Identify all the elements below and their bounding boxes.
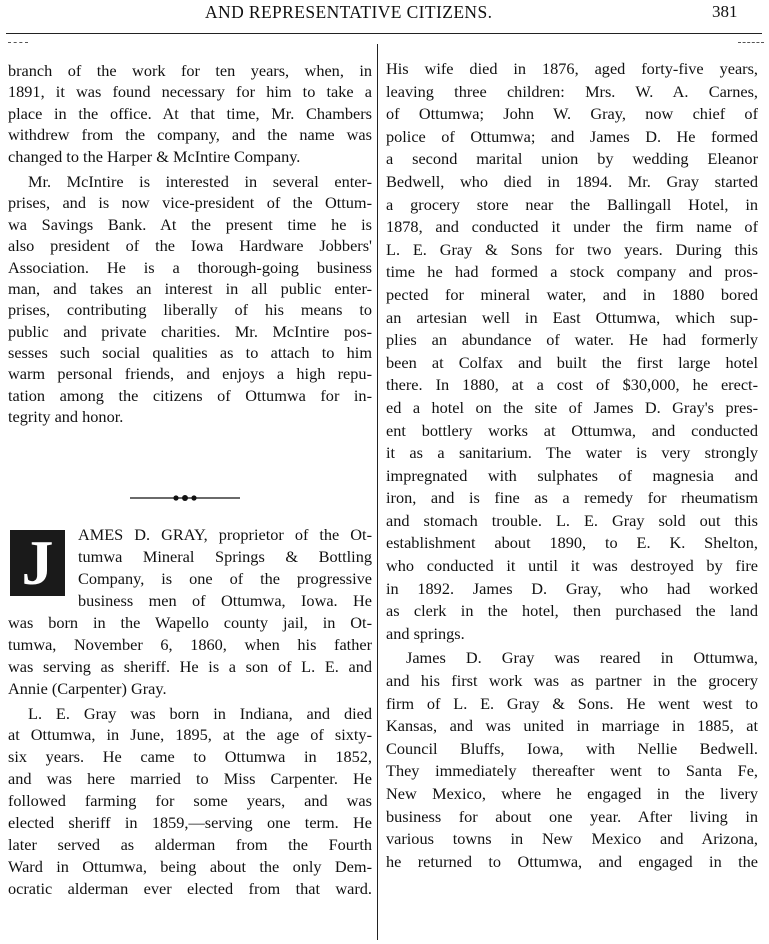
text-line: various towns in New Mexico and Arizona, bbox=[386, 829, 758, 849]
text-line: also president of the Iowa Hardware Jobbers' bbox=[8, 236, 372, 256]
page-number: 381 bbox=[712, 2, 738, 21]
text-line: impregnated with sulphates of magnesia and bbox=[386, 465, 758, 485]
text-line: who conducted it until it was destroyed by fire bbox=[386, 556, 758, 576]
text-line: branch of the work for ten years, when, in bbox=[8, 61, 372, 80]
paragraph-mcintire-1 bbox=[8, 60, 372, 167]
text-line: and stomach trouble. L. E. Gray sold out this bbox=[386, 510, 758, 530]
text-line: prises, contributing liberally of his means to bbox=[8, 300, 372, 320]
text-line: at Ottumwa, in June, 1895, at the age of sixty- bbox=[8, 725, 372, 745]
text-line: plies an abundance of water. He had formerly bbox=[386, 330, 758, 350]
text-line: withdrew from the company, and the name was bbox=[8, 125, 372, 145]
dropcap-letter: J bbox=[21, 527, 54, 598]
text-line: prises, and is now vice-president of the Ottum- bbox=[8, 193, 372, 213]
text-line: Council Bluffs, Iowa, with Nellie Bedwell. bbox=[386, 738, 758, 758]
header-dash-right bbox=[738, 42, 764, 43]
text-line: tumwa, November 6, 1860, when his father bbox=[8, 634, 372, 654]
text-line: ocratic alderman ever elected from that ward. bbox=[8, 878, 372, 898]
text-line: firm of L. E. Gray & Sons. He went west to bbox=[386, 693, 758, 713]
text-line: followed farming for some years, and was bbox=[8, 791, 372, 811]
text-line: AMES D. GRAY, proprietor of the Ot- bbox=[78, 525, 372, 544]
text-line: They immediately thereafter went to Santa Fe, bbox=[386, 761, 758, 781]
text-line: tation among the citizens of Ottumwa for in- bbox=[8, 385, 372, 405]
text-line: warm personal friends, and enjoys a high repu- bbox=[8, 364, 372, 384]
text-line: and springs. bbox=[386, 623, 465, 643]
text-line: New Mexico, where he engaged in the livery bbox=[386, 784, 758, 803]
column-divider bbox=[377, 44, 378, 940]
text-line: James D. Gray was reared in Ottumwa, bbox=[406, 648, 758, 668]
paragraph-gray-career bbox=[386, 647, 758, 873]
text-line: establishment about 1890, to E. K. Shelton, bbox=[386, 533, 758, 553]
text-line: he returned to Ottumwa, and engaged in the bbox=[386, 851, 758, 871]
text-line: business for about one year. After living in bbox=[386, 806, 758, 826]
dropcap-paragraph-lines bbox=[78, 524, 372, 612]
left-column-lower bbox=[8, 612, 372, 900]
text-line: Company, is one of the progressive bbox=[78, 569, 372, 588]
text-line: and his first work was as partner in the grocery bbox=[386, 671, 758, 691]
section-ornament bbox=[130, 494, 240, 502]
text-line: was serving as sheriff. He is a son of L. E. and bbox=[8, 656, 372, 676]
text-line: later served as alderman from the Fourth bbox=[8, 834, 372, 854]
text-line: changed to the Harper & McIntire Company. bbox=[8, 146, 301, 166]
page-header bbox=[0, 0, 769, 30]
text-line: iron, and is fine as a remedy for rheumatism bbox=[386, 488, 758, 508]
text-line: and was here married to Miss Carpenter. He bbox=[8, 769, 372, 789]
text-line: pected for mineral water, and in 1880 bored bbox=[386, 284, 758, 304]
text-line: there. In 1880, at a cost of $30,000, he erect- bbox=[386, 375, 758, 395]
text-line: police of Ottumwa; and James D. He formed bbox=[386, 126, 758, 146]
text-line: 1891, it was found necessary for him to take a bbox=[8, 82, 372, 102]
text-line: man, and takes an interest in all public enter- bbox=[8, 278, 372, 298]
paragraph-gray-family bbox=[386, 58, 758, 645]
text-line: tumwa Mineral Springs & Bottling bbox=[78, 547, 372, 566]
text-line: been at Colfax and built the first large hotel bbox=[386, 352, 758, 372]
right-column bbox=[386, 58, 758, 873]
header-rule bbox=[6, 33, 762, 34]
text-line: Mr. McIntire is interested in several enter- bbox=[28, 171, 372, 191]
text-line: L. E. Gray was born in Indiana, and died bbox=[28, 703, 372, 723]
text-line: as clerk in the hotel, then purchased the land bbox=[386, 601, 758, 621]
dropcap-initial bbox=[10, 527, 65, 598]
text-line: sesses such social qualities as to attach to him bbox=[8, 343, 372, 363]
paragraph-mcintire-2 bbox=[8, 171, 372, 428]
text-line: wa Savings Bank. At the present time he is bbox=[8, 214, 372, 234]
text-line: ent bottlery works at Ottumwa, and conducted bbox=[386, 420, 758, 440]
text-line: it as a sanitarium. The water is very strongly bbox=[386, 443, 758, 463]
text-line: was born in the Wapello county jail, in Ot- bbox=[8, 613, 372, 632]
text-line: His wife died in 1876, aged forty-five years, bbox=[386, 59, 758, 78]
text-line: in 1892. James D. Gray, who had worked bbox=[386, 578, 758, 598]
text-line: Ward in Ottumwa, being about the only Dem- bbox=[8, 856, 372, 876]
text-line: of Ottumwa; John W. Gray, now chief of bbox=[386, 104, 758, 124]
text-line: tegrity and honor. bbox=[8, 407, 124, 427]
text-line: a grocery store near the Ballingall Hotel, in bbox=[386, 194, 758, 214]
text-line: Bedwell, who died in 1894. Mr. Gray started bbox=[386, 171, 758, 191]
text-line: L. E. Gray & Sons for two years. During this bbox=[386, 239, 758, 259]
header-dash-left bbox=[8, 42, 28, 43]
running-head: AND REPRESENTATIVE CITIZENS. bbox=[205, 2, 493, 22]
text-line: business men of Ottumwa, Iowa. He bbox=[78, 591, 372, 610]
text-line: a second marital union by wedding Eleanor bbox=[386, 149, 758, 169]
text-line: time he had formed a stock company and pros- bbox=[386, 262, 758, 282]
text-line: elected sheriff in 1859,—serving one term. He bbox=[8, 813, 372, 833]
text-line: six years. He came to Ottumwa in 1852, bbox=[8, 747, 372, 767]
text-line: an artesian well in East Ottumwa, which sup- bbox=[386, 307, 758, 327]
paragraph-le-gray bbox=[8, 703, 372, 900]
text-line: leaving three children: Mrs. W. A. Carnes, bbox=[386, 81, 758, 101]
text-line: Kansas, and was united in marriage in 1885, at bbox=[386, 716, 758, 736]
left-column-upper bbox=[8, 60, 372, 428]
text-line: ed a hotel on the site of James D. Gray's pres- bbox=[386, 397, 758, 417]
text-line: Association. He is a thorough-going business bbox=[8, 257, 372, 277]
paragraph-gray-birth bbox=[8, 612, 372, 700]
text-line: place in the office. At that time, Mr. Chambers bbox=[8, 103, 372, 123]
text-line: 1878, and conducted it under the firm name of bbox=[386, 217, 758, 237]
text-line: Annie (Carpenter) Gray. bbox=[8, 678, 167, 698]
text-line: public and private charities. Mr. McIntire pos- bbox=[8, 321, 372, 341]
